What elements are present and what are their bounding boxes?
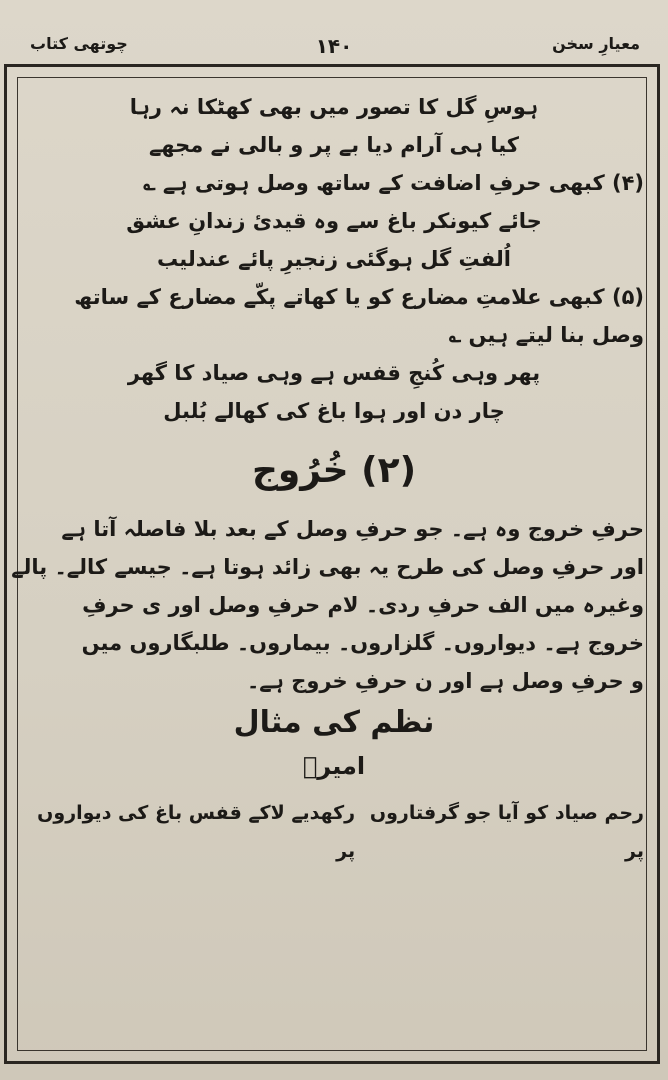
running-head (0, 0, 668, 62)
couplet-first-hemistich: رحم صیاد کو آیا جو گرفتاروں پر (369, 802, 644, 862)
verse-line: اُلفتِ گل ہوگئی زنجیرِ پائے عندلیب (157, 247, 511, 271)
prose-line: خروج ہے۔ دیواروں۔ گلزاروں۔ بیماروں۔ طلبگاروں میں (81, 631, 644, 655)
example-heading: نظم کی مثال (233, 705, 435, 740)
section-heading: (۲) خُرُوج (251, 450, 417, 491)
prose-line: اور حرفِ وصل کی طرح یہ بھی زائد ہوتا ہے۔ جیسے کالے۔ پالے (11, 555, 644, 579)
verse-line: چار دن اور ہوا باغ کی کھالے بُلبل (163, 399, 505, 423)
verse-line: پھر وہی کُنجِ قفس ہے وہی صیاد کا گھر (127, 361, 541, 385)
verse-line: ہوسِ گل کا تصور میں بھی کھٹکا نہ رہا (129, 95, 539, 119)
verse-line: جائے کیونکر باغ سے وہ قیدیٔ زندانِ عشق (126, 209, 542, 233)
prose-line: و حرفِ وصل ہے اور ن حرفِ خروج ہے۔ (247, 669, 644, 693)
page-text (11, 88, 644, 870)
couplet-second-hemistich: رکھدیے لاکے قفس باغ کی دیواروں پر (37, 802, 356, 862)
book-title: معیارِ سخن (552, 34, 640, 53)
verse-line: کیا ہی آرام دیا بے پر و بالی نے مجھے (148, 133, 520, 157)
rule-line: وصل بنا لیتے ہیں ؎ (448, 323, 644, 347)
final-couplet (24, 794, 644, 870)
rule-line: (۴) کبھی حرفِ اضافت کے ساتھ وصل ہوتی ہے ؎ (143, 171, 644, 195)
rule-line: (۵) کبھی علامتِ مضارع کو یا کھاتے پکّے مضارع کے ساتھ (74, 285, 644, 309)
poet-name: امیرؔ (302, 752, 366, 780)
prose-line: حرفِ خروج وہ ہے۔ جو حرفِ وصل کے بعد بلا فاصلہ آتا ہے (61, 517, 644, 541)
prose-line: وغیرہ میں الف حرفِ ردی۔ لام حرفِ وصل اور ی حرفِ (82, 593, 644, 617)
book-part-label: چوتھی کتاب (30, 34, 128, 53)
page-number: ۱۴۰ (315, 34, 353, 58)
